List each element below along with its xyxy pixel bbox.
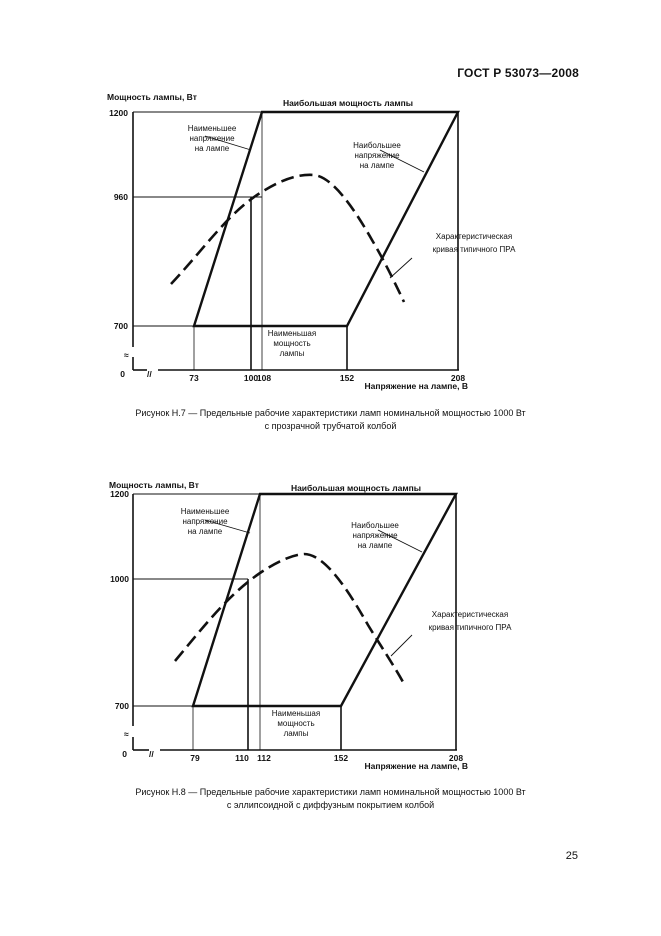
ballast-curve <box>175 554 403 682</box>
max-power-label: Наибольшая мощность лампы <box>290 483 422 493</box>
y-tick-label: 0 <box>120 369 125 379</box>
x-tick-label: 152 <box>333 753 349 763</box>
min-voltage-label-line: на лампе <box>187 527 223 536</box>
y-axis-title: Мощность лампы, Вт <box>109 480 199 490</box>
leader-curve <box>391 635 412 656</box>
x-tick-label: 110 <box>235 753 249 763</box>
x-tick-label: 208 <box>448 753 464 763</box>
min-voltage-label <box>181 507 230 536</box>
min-power-label-line: мощность <box>277 719 315 728</box>
ballast-curve-label <box>429 610 513 632</box>
ballast-curve-label-line: Характеристическая <box>431 610 509 619</box>
y-tick-label: 960 <box>113 192 128 202</box>
max-voltage-label-line: на лампе <box>359 161 395 170</box>
min-voltage-label-line: Наименьшее <box>187 124 237 133</box>
min-power-label-line: лампы <box>279 349 305 358</box>
ballast-curve-label-line: кривая типичного ПРА <box>428 623 512 632</box>
y-axis-break: ≈ <box>124 350 129 360</box>
x-tick-label: 73 <box>189 373 199 383</box>
y-tick-label: 1200 <box>110 489 129 499</box>
x-tick-label: 152 <box>339 373 355 383</box>
x-tick-label: 208 <box>450 373 466 383</box>
y-tick-label: 700 <box>114 701 129 711</box>
y-axis-break: ≈ <box>124 729 129 739</box>
operating-envelope <box>193 494 456 706</box>
min-voltage-label-line: Наименьшее <box>180 507 230 516</box>
x-axis-break: // <box>149 749 154 759</box>
max-voltage-label-line: на лампе <box>357 541 393 550</box>
max-power-label: Наибольшая мощность лампы <box>282 98 414 108</box>
figure-h7-caption-line2: с прозрачной трубчатой колбой <box>264 421 397 431</box>
x-axis-break: // <box>147 369 152 379</box>
y-tick-label: 700 <box>113 321 128 331</box>
max-voltage-label-line: Наибольшее <box>351 521 399 530</box>
y-tick-label: 0 <box>122 749 127 759</box>
ballast-curve-label-line: кривая типичного ПРА <box>432 245 516 254</box>
figure-h8-caption-line1: Рисунок Н.8 — Предельные рабочие характеристики ламп номинальной мощностью 1000 Вт <box>135 787 526 797</box>
x-tick-label: 100 <box>243 373 259 383</box>
x-tick-label: 112 <box>257 753 271 763</box>
max-voltage-label-line: напряжение <box>354 151 400 160</box>
min-power-label-line: Наименьшая <box>271 709 321 718</box>
max-voltage-label-line: напряжение <box>352 531 398 540</box>
y-axis-title: Мощность лампы, Вт <box>107 92 197 102</box>
max-voltage-label <box>351 521 399 550</box>
min-power-label-line: мощность <box>273 339 311 348</box>
page-number: 25 <box>565 850 578 862</box>
max-voltage-label-line: Наибольшее <box>353 141 401 150</box>
x-tick-label: 79 <box>190 753 200 763</box>
min-power-label <box>272 709 320 738</box>
ballast-curve-label-line: Характеристическая <box>435 232 513 241</box>
figure-h8-caption <box>60 786 601 812</box>
figure-h8-caption-line2: с эллипсоидной с диффузным покрытием колбой <box>226 800 435 810</box>
x-axis-title: Напряжение на лампе, В <box>364 761 468 771</box>
y-tick-label: 1000 <box>110 574 129 584</box>
document-header: ГОСТ Р 53073—2008 <box>457 66 579 80</box>
figure-h7-caption-line1: Рисунок Н.7 — Предельные рабочие характеристики ламп номинальной мощностью 1000 Вт <box>135 408 526 418</box>
min-voltage-label-line: на лампе <box>194 144 230 153</box>
x-axis-title: Напряжение на лампе, В <box>364 381 468 391</box>
x-tick-label: 108 <box>256 373 272 383</box>
y-tick-label: 1200 <box>109 108 128 118</box>
min-voltage-label-line: напряжение <box>189 134 235 143</box>
min-power-label-line: лампы <box>283 729 309 738</box>
min-power-label-line: Наименьшая <box>267 329 317 338</box>
min-voltage-label-line: напряжение <box>182 517 228 526</box>
